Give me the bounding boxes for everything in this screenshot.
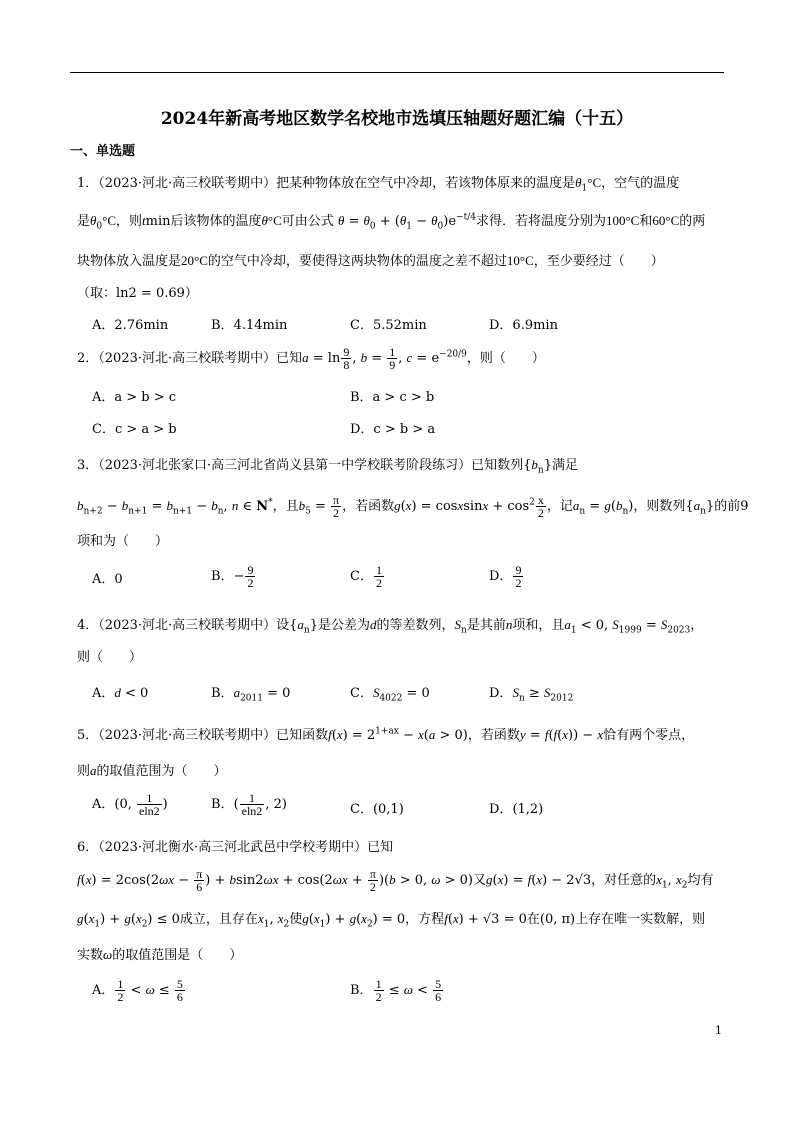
q1-option-c[interactable]: C．5.52min bbox=[350, 318, 427, 333]
q2-option-c[interactable]: C．c > a > b bbox=[92, 422, 177, 437]
page-title: 2024年新高考地区数学名校地市选填压轴题好题汇编（十五） bbox=[160, 109, 634, 129]
q3-option-d[interactable]: D． $\frac{9}{2}$ bbox=[489, 563, 522, 590]
q1-option-a[interactable]: A．2.76min bbox=[92, 318, 169, 333]
q5-line2: 则a的取值范围为（ ） bbox=[77, 763, 227, 779]
q3-line1: 3．（2023·河北张家口·高三河北省尚义县第一中学校联考阶段练习）已知数列$\{b_n\}$满足 bbox=[77, 457, 578, 476]
q3-option-c[interactable]: C． $\frac{1}{2}$ bbox=[350, 563, 382, 590]
q6-option-b[interactable]: B． $\frac{1}{2}$ ≤ ω < $\frac{5}{6}$ bbox=[350, 977, 442, 1004]
q5-option-d[interactable]: D．(1,2) bbox=[489, 802, 544, 817]
q6-line2: f(x) = 2cos(2ωx − $\frac{\pi}{6}$ ) + bsin2ωx + cos(2ωx + $\frac{\pi}{2}$ )(b > 0, ω > 0)又g(x) = f(x) − 2√3，对任意的$x_1$, $x_2$均有 bbox=[77, 867, 714, 894]
q4-line1: 4．（2023·河北·高三校联考期中）设$\{a_n\}$是公差为d的等差数列，$S_n$是其前n项和，且$a_1 < 0$, $S_{1999} = S_{2023}$， bbox=[77, 617, 704, 636]
q3-option-b[interactable]: B．− $\frac{9}{2}$ bbox=[211, 563, 254, 590]
q4-option-d[interactable]: D．$S_n \ge S_{2012}$ bbox=[489, 685, 574, 704]
q4-option-c[interactable]: C．$S_{4022} = 0$ bbox=[350, 685, 430, 704]
q5-option-a[interactable]: A．(0, $\frac{1}{eln2}$ ) bbox=[92, 791, 168, 818]
q5-line1: 5．（2023·河北·高三校联考期中）已知函数$f(x) = 2^{1+ax} - x(a > 0)$，若函数y = f(f(x)) − x恰有两个零点， bbox=[77, 726, 695, 743]
q3-line3: 项和为（ ） bbox=[77, 534, 169, 549]
q2-line1: 2．（2023·河北·高三校联考期中）已知a = ln $\frac{9}{8}$ , b = $\frac{1}{9}$ , $c = e^{-20/9}$，则（ ） bbox=[77, 345, 545, 372]
header-rule bbox=[70, 72, 724, 73]
section-heading: 一、单选题 bbox=[70, 144, 136, 159]
q4-line2: 则（ ） bbox=[77, 650, 143, 665]
q5-option-c[interactable]: C．(0,1) bbox=[350, 802, 404, 817]
q3-line2: $b_{n+2} - b_{n+1} = b_{n+1} - b_n$, n ∈ N*，且$b_5$ = $\frac{\pi}{2}$ ，若函数g(x) = cosxsinx + $\cos^2$ $\frac{x}{2}$ ，记$a_n = g(b_n)$，则数列$\{a_n\}$的前9 bbox=[77, 493, 749, 520]
q6-line3: $g(x_1) + g(x_2) \le 0$成立，且存在$x_1$, $x_2$使$g(x_1) + g(x_2) = 0$，方程f(x) + √3 = 0在(0, π)上存在唯一实数解，则 bbox=[77, 911, 706, 930]
q6-line4: 实数ω的取值范围是（ ） bbox=[77, 947, 243, 963]
q4-option-b[interactable]: B．$a_{2011} = 0$ bbox=[211, 685, 291, 704]
q2-option-b[interactable]: B．a > c > b bbox=[350, 390, 435, 405]
q6-option-a[interactable]: A． $\frac{1}{2}$ < ω ≤ $\frac{5}{6}$ bbox=[92, 977, 183, 1004]
q2-option-a[interactable]: A．a > b > c bbox=[92, 390, 177, 405]
q6-line1: 6．（2023·河北衡水·高三河北武邑中学校考期中）已知 bbox=[77, 840, 394, 855]
q1-line3: 块物体放入温度是20°C的空气中冷却，要使得这两块物体的温度之差不超过10°C，至少要经过（ ） bbox=[77, 253, 664, 269]
q1-line1: 1．（2023·河北·高三校联考期中）把某种物体放在空气中冷却，若该物体原来的温度是$\theta_1^\circ C$，空气的温度 bbox=[77, 175, 680, 194]
q1-option-b[interactable]: B．4.14min bbox=[211, 318, 288, 333]
q4-option-a[interactable]: A．d < 0 bbox=[92, 685, 149, 701]
q1-option-d[interactable]: D．6.9min bbox=[489, 318, 558, 333]
q3-option-a[interactable]: A．0 bbox=[92, 572, 123, 587]
q1-line4: （取：ln2 = 0.69） bbox=[77, 286, 198, 301]
q1-line2: 是$\theta_0^\circ C$，则tmin后该物体的温度θ°C可由公式 $\theta = \theta_0 + (\theta_1 - \theta_0)e^{-t/4}$求得．若将温度分别为100°C和60°C的两 bbox=[77, 212, 706, 232]
page-number: 1 bbox=[715, 1024, 722, 1037]
q2-option-d[interactable]: D．c > b > a bbox=[350, 422, 436, 437]
q5-option-b[interactable]: B．( $\frac{1}{eln2}$ , 2) bbox=[211, 791, 287, 818]
